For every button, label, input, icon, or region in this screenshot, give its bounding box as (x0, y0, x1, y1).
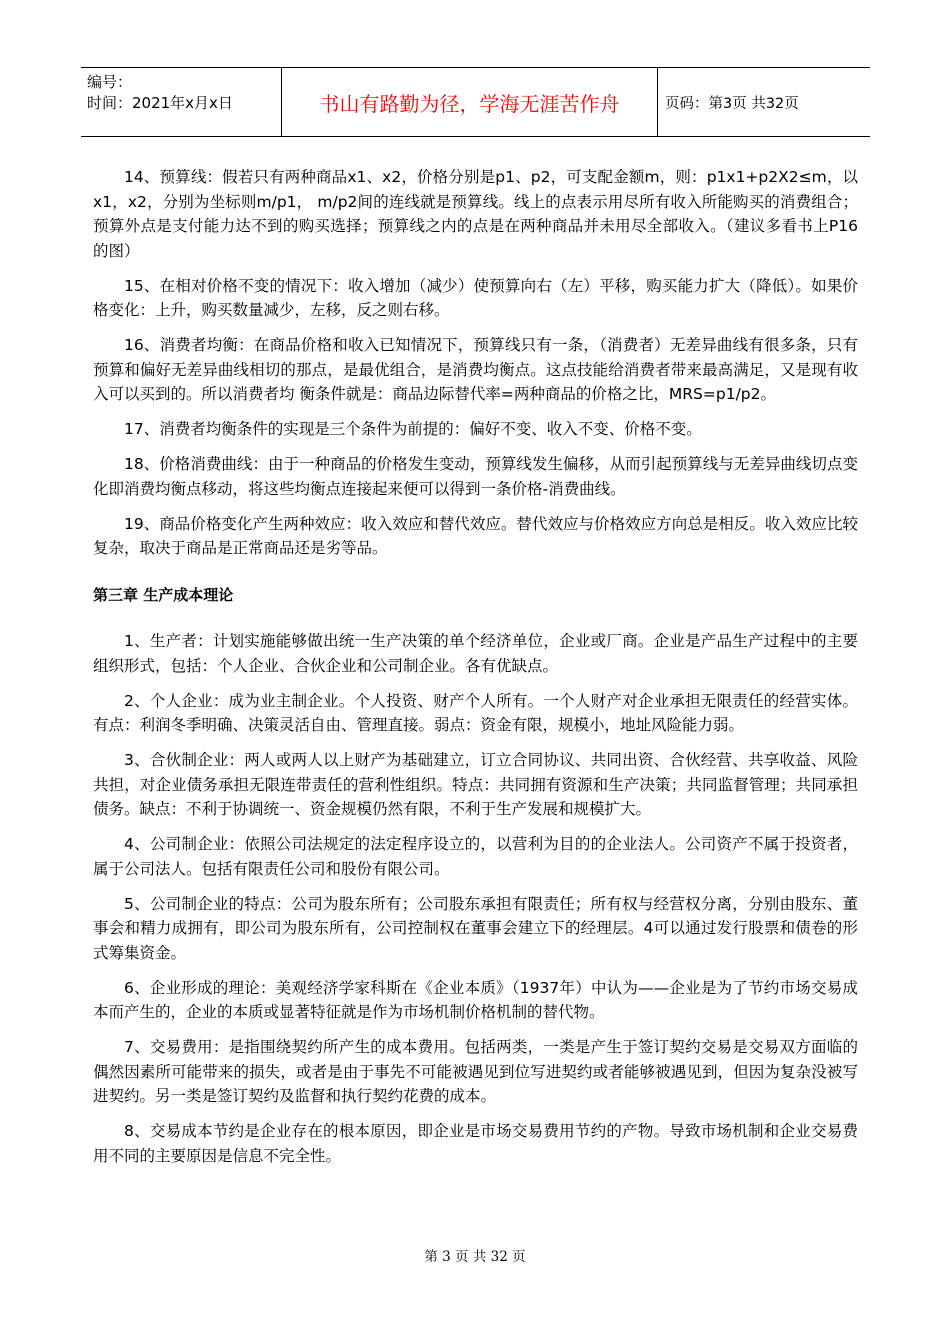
page-footer: 第 3 页 共 32 页 (424, 1249, 526, 1265)
paragraph: 2、个人企业：成为业主制企业。个人投资、财产个人所有。一个人财产对企业承担无限责任的经营实体。有点：利润冬季明确、决策灵活自由、管理直接。弱点：资金有限，规模小，地址风险能力弱。 (93, 691, 858, 734)
paragraph: 19、商品价格变化产生两种效应：收入效应和替代效应。替代效应与价格效应方向总是相反。收入效应比较复杂，取决于商品是正常商品还是劣等品。 (93, 514, 858, 557)
chapter-heading: 第三章 生产成本理论 (93, 585, 234, 604)
paragraph: 8、交易成本节约是企业存在的根本原因，即企业是市场交易费用节约的产物。导致市场机制和企业交易费用不同的主要原因是信息不完全性。 (93, 1122, 858, 1165)
header-meta (81, 68, 281, 136)
paragraph: 7、交易费用：是指围绕契约所产生的成本费用。包括两类，一类是产生于签订契约交易是交易双方面临的偶然因素所可能带来的损失，或者是由于事先不可能被遇见到位写进契约或者能够被遇见到，但因为复杂没被写进契约。另一类是签订契约及监督和执行契约花费的成本。 (93, 1038, 858, 1105)
paragraph: 3、合伙制企业：两人或两人以上财产为基础建立，订立合同协议、共同出资、合伙经营、共享收益、风险共担，对企业债务承担无限连带责任的营利性组织。特点：共同拥有资源和生产决策；共同监督管理；共同承担债务。缺点：不利于协调统一、资金规模仍然有限，不利于生产发展和规模扩大。 (93, 751, 858, 818)
paragraph: 14、预算线：假若只有两种商品x1、x2，价格分别是p1、p2，可支配金额m，则：p1x1+p2X2≤m，以x1，x2，分别为坐标则m/p1， m/p2间的连线就是预算线。线上的点表示用尽所有收入所能购买的消费组合；预算外点是支付能力达不到的购买选择；预算线之内的点是在两种商品并未用尽全部收入。（建议多看书上P16的图） (93, 168, 858, 260)
page-header (81, 67, 870, 137)
header-page-number: 页码：第3页 共32页 (665, 95, 799, 112)
paragraph: 1、生产者：计划实施能够做出统一生产决策的单个经济单位，企业或厂商。企业是产品生产过程中的主要组织形式，包括：个人企业、合伙企业和公司制企业。各有优缺点。 (93, 632, 858, 675)
header-motto: 书山有路勤为径，学海无涯苦作舟 (281, 68, 658, 136)
paragraph: 4、公司制企业：依照公司法规定的法定程序设立的，以营利为目的的企业法人。公司资产不属于投资者，属于公司法人。包括有限责任公司和股份有限公司。 (93, 835, 858, 878)
paragraph: 18、价格消费曲线：由于一种商品的价格发生变动，预算线发生偏移，从而引起预算线与无差异曲线切点变化即消费均衡点移动，将这些均衡点连接起来便可以得到一条价格-消费曲线。 (93, 455, 858, 498)
document-body (93, 165, 858, 1179)
paragraph: 5、公司制企业的特点：公司为股东所有；公司股东承担有限责任；所有权与经营权分离，分别由股东、董事会和精力成拥有，即公司为股东所有，公司控制权在董事会建立下的经理层。4可以通过发行股票和债卷的形式筹集资金。 (93, 894, 858, 962)
paragraph: 17、消费者均衡条件的实现是三个条件为前提的：偏好不变、收入不变、价格不变。 (124, 420, 702, 438)
paragraph: 16、消费者均衡：在商品价格和收入已知情况下，预算线只有一条，（消费者）无差异曲线有很多条，只有预算和偏好无差异曲线相切的那点，是最优组合，是消费均衡点。这点技能给消费者带来最高满足，又是现有收入可以买到的。所以消费者均 衡条件就是：商品边际替代率=两种商品的价格之比，MRS=p1/p2。 (93, 336, 858, 403)
date-label: 时间：2021年x月x日 (87, 94, 233, 112)
number-label: 编号： (87, 73, 133, 91)
paragraph: 6、企业形成的理论：美观经济学家科斯在《企业本质》（1937年）中认为——企业是为了节约市场交易成本而产生的，企业的本质或显著特征就是作为市场机制价格机制的替代物。 (93, 978, 858, 1021)
paragraph: 15、在相对价格不变的情况下：收入增加（减少）使预算向右（左）平移，购买能力扩大（降低）。如果价格变化：上升，购买数量减少，左移，反之则右移。 (93, 276, 858, 319)
